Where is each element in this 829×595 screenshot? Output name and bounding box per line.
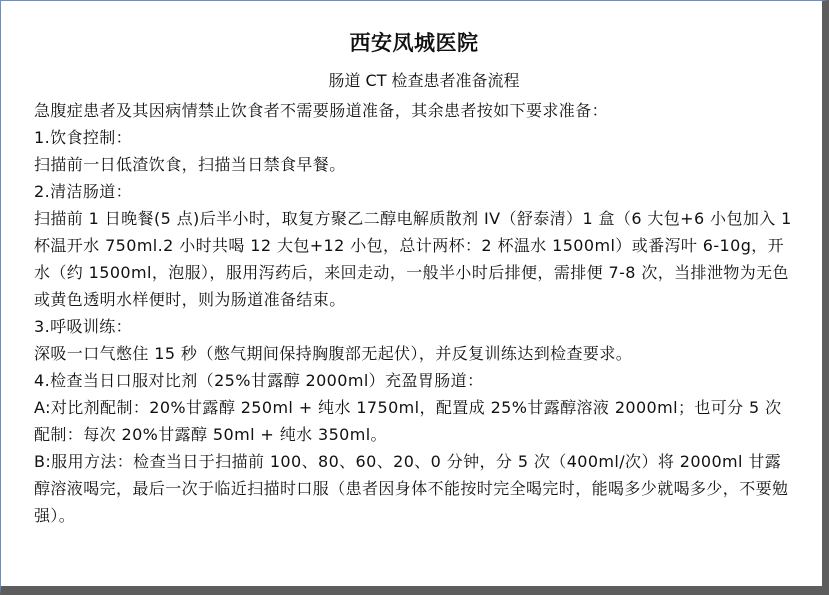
intro-text: 急腹症患者及其因病情禁止饮食者不需要肠道准备，其余患者按如下要求准备： (34, 101, 609, 120)
section-text-breathing: 深吸一口气憋住 15 秒（憋气期间保持胸腹部无起伏），并反复训练达到检查要求。 (34, 344, 633, 363)
section-text-contrast-preparation: A:对比剂配制：20%甘露醇 250ml + 纯水 1750ml，配置成 25%甘露醇溶液 2000ml；也可分 5 次配制：每次 20%甘露醇 50ml + 纯水 350ml。 (34, 398, 782, 444)
section-text-diet: 扫描前一日低渣饮食，扫描当日禁食早餐。 (34, 155, 346, 174)
section-text-bowel-cleansing: 扫描前 1 日晚餐(5 点)后半小时，取复方聚乙二醇电解质散剂 IV（舒泰清）1 盒（6 大包+6 小包加入 1 杯温开水 750ml.2 小时共喝 12 大包+12 小包，总计两杯：2 杯温水 1500ml）或番泻叶 6-10g，开水（约 1500ml，泡服），服用泻药后，来回走动，一般半小时后排便，需排便 7-8 次，当排泄物为无色或黄色透明水样便时，则为肠道准备结束。 (34, 209, 792, 309)
procedure-title: 肠道 CT 检查患者准备流程 (328, 71, 520, 90)
section-heading-breathing: 3.呼吸训练： (34, 317, 133, 336)
section-heading-bowel-cleansing: 2.清洁肠道： (34, 182, 133, 201)
section-heading-contrast: 4.检查当日口服对比剂（25%甘露醇 2000ml）充盈胃肠道： (34, 371, 484, 390)
section-text-contrast-administration: B:服用方法：检查当日于扫描前 100、80、60、20、0 分钟，分 5 次（400ml/次）将 2000ml 甘露醇溶液喝完，最后一次于临近扫描时口服（患者因身体不能按时完全喝完时，能喝多少就喝多少，不要勉强）。 (34, 452, 789, 525)
section-heading-diet: 1.饮食控制： (34, 128, 133, 147)
document-content (34, 27, 794, 529)
hospital-name: 西安凤城医院 (349, 31, 479, 55)
